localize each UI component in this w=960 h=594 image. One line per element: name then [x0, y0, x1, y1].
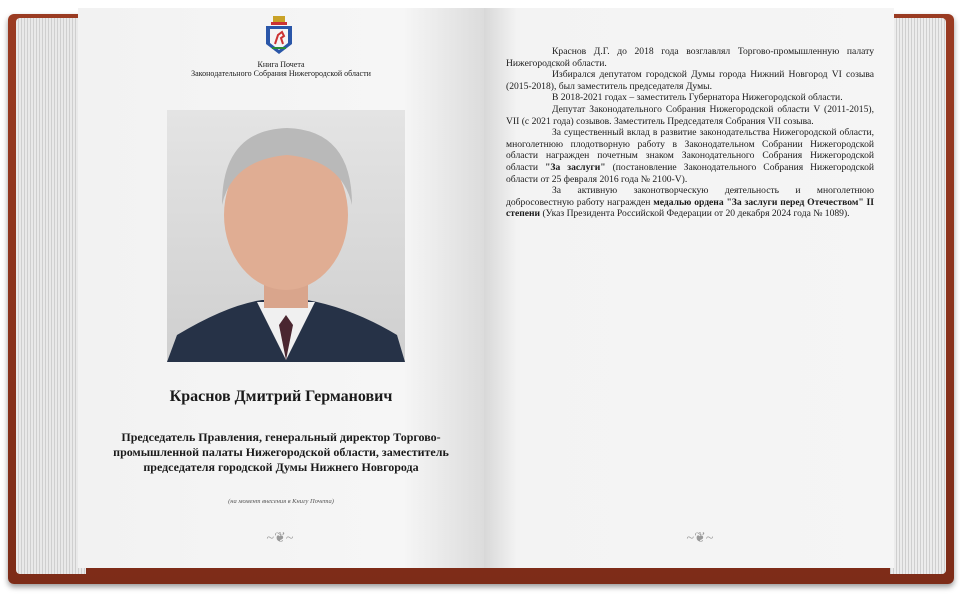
portrait-photo — [167, 110, 405, 362]
bio-paragraph: В 2018-2021 годах – заместитель Губернатора Нижегородской области. — [552, 92, 843, 104]
medal-text: За активную законотворческую деятельность и многолетнюю добросовестную работу награжден — [506, 185, 874, 208]
book-title: Книга Почета — [257, 60, 305, 69]
bio-paragraph-medal — [506, 185, 874, 220]
award-text: За существенный вклад в развитие законодательства Нижегородской области, многолетнюю плодотворную работу в Законодательном Собрании Нижегородской области награжден почетным знаком Законодательного Собрания Нижегородской области — [506, 127, 874, 173]
person-position: Председатель Правления, генеральный директор Торгово-промышленной палаты Нижегородской области, заместитель председателя городской Думы Нижнего Новгорода — [113, 430, 449, 474]
book-subtitle: Законодательного Собрания Нижегородской области — [191, 69, 371, 78]
ornament-icon: ~❦~ — [686, 531, 714, 546]
page-edges-right — [890, 18, 946, 574]
bio-paragraph: Депутат Законодательного Собрания Нижегородской области V (2011-2015), VII (с 2021 года) созывов. Заместитель Председателя Собрания VII созыва. — [506, 103, 874, 127]
bio-paragraph: Избирался депутатом городской Думы города Нижний Новгород VI созыва (2015-2018), был заместитель председателя Думы. — [506, 69, 874, 92]
photo-note: (на момент внесения в Книгу Почета) — [228, 498, 334, 505]
coat-of-arms-icon — [263, 16, 295, 56]
right-page — [484, 8, 894, 568]
bio-paragraph-award — [506, 127, 874, 185]
biography-text — [506, 46, 874, 220]
award-ref: (постановление Законодательного Собрания Нижегородской области от 25 февраля 2016 года № 2100-V). — [506, 161, 875, 185]
award-name: "За заслуги" — [545, 161, 606, 173]
medal-name: медалью ордена "За заслуги перед Отечеством" II степени — [506, 196, 875, 220]
person-name: Краснов Дмитрий Германович — [169, 388, 393, 405]
medal-ref: (Указ Президента Российской Федерации от 20 декабря 2024 года № 1089). — [540, 208, 850, 220]
left-page — [78, 8, 484, 568]
bio-paragraph: Краснов Д.Г. до 2018 года возглавлял Торгово-промышленную палату Нижегородской области. — [506, 46, 874, 69]
page-edges-left — [16, 18, 86, 574]
ornament-icon: ~❦~ — [266, 531, 294, 546]
